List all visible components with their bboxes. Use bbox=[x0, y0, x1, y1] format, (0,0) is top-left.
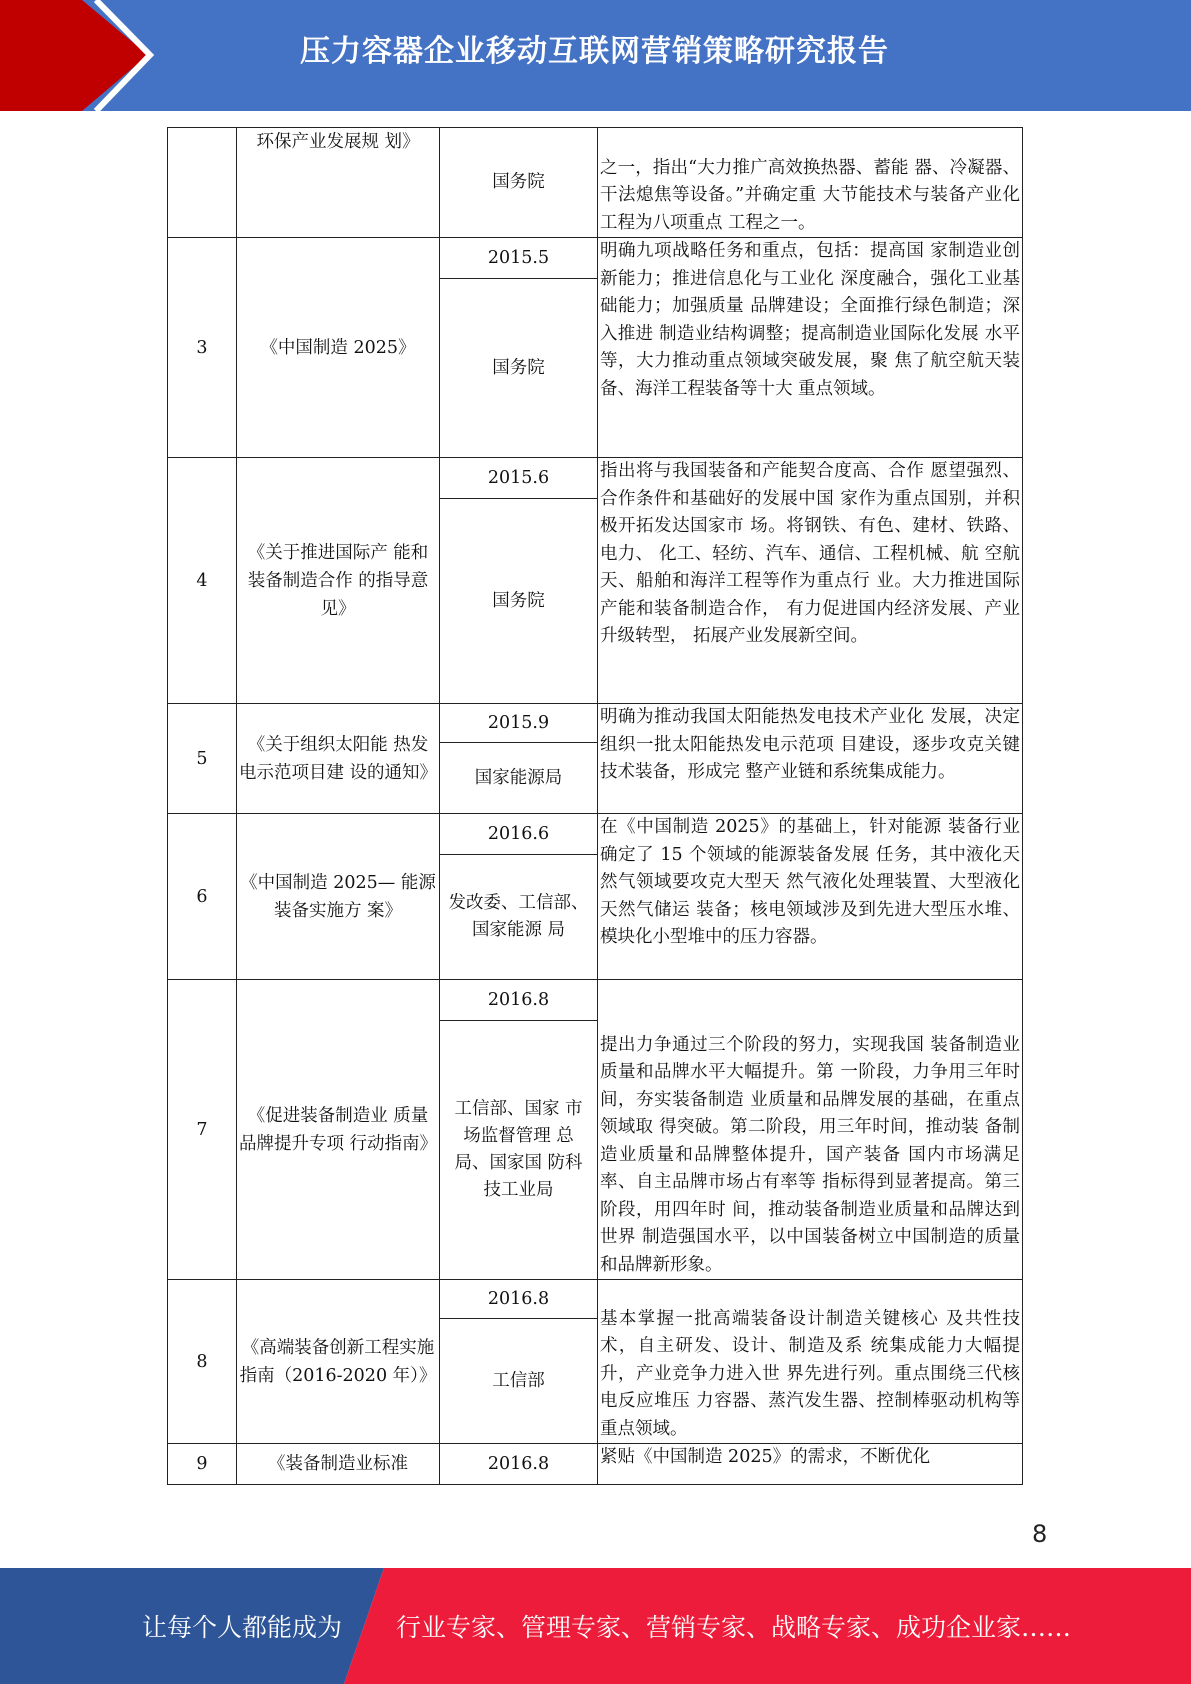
page-footer bbox=[0, 1568, 1191, 1684]
policy-content: 明确九项战略任务和重点，包括：提高国 家制造业创新能力；推进信息化与工业化 深度融合，强化工业基础能力；加强质量 品牌建设；全面推行绿色制造；深入推进 制造业结构调整；提高制造业国际化发展 水平等，大力推动重点领域突破发展，聚 焦了航空航天装备、海洋工程装备等十大 重点领域。 bbox=[598, 238, 1023, 458]
row-number: 5 bbox=[168, 704, 237, 814]
issue-date: 2016.6 bbox=[440, 814, 598, 855]
issue-date: 2015.6 bbox=[440, 458, 598, 499]
issuing-org: 工信部、国家 市场监督管理 总局、国家国 防科技工业局 bbox=[440, 1021, 598, 1280]
row-number: 7 bbox=[168, 980, 237, 1280]
issue-date: 2016.8 bbox=[440, 1280, 598, 1319]
row-number bbox=[168, 128, 237, 238]
row-number: 8 bbox=[168, 1280, 237, 1444]
policy-name: 环保产业发展规 划》 bbox=[237, 128, 440, 238]
policy-content: 指出将与我国装备和产能契合度高、合作 愿望强烈、合作条件和基础好的发展中国 家作为重点国别，并积极开拓发达国家市 场。将钢铁、有色、建材、铁路、电力、 化工、轻纺、汽车、通信、工程机械、航 空航天、船舶和海洋工程等作为重点行 业。大力推进国际产能和装备制造合作， 有力促进国内经济发展、产业升级转型， 拓展产业发展新空间。 bbox=[598, 458, 1023, 704]
issuing-org: 国务院 bbox=[440, 499, 598, 704]
policy-name: 《中国制造 2025— 能源装备实施方 案》 bbox=[237, 814, 440, 980]
policy-content: 之一，指出“大力推广高效换热器、蓄能 器、冷凝器、干法熄焦等设备。”并确定重 大节能技术与装备产业化工程为八项重点 工程之一。 bbox=[598, 128, 1023, 238]
policy-name: 《高端装备创新工程实施指南（2016-2020 年）》 bbox=[237, 1280, 440, 1444]
table-row bbox=[168, 980, 1023, 1021]
footer-slogan-right: 行业专家、管理专家、营销专家、战略专家、成功企业家…… bbox=[396, 1613, 1072, 1642]
table-row bbox=[168, 458, 1023, 499]
issue-date: 2015.5 bbox=[440, 238, 598, 279]
policy-content: 紧贴《中国制造 2025》的需求，不断优化 bbox=[598, 1444, 1023, 1485]
issue-date: 2016.8 bbox=[440, 980, 598, 1021]
policy-name: 《关于组织太阳能 热发电示范项目建 设的通知》 bbox=[237, 704, 440, 814]
issue-date: 2016.8 bbox=[440, 1444, 598, 1485]
policy-content: 基本掌握一批高端装备设计制造关键核心 及共性技术，自主研发、设计、制造及系 统集成能力大幅提升，产业竞争力进入世 界先进行列。重点围绕三代核电反应堆压 力容器、蒸汽发生器、控制棒驱动机构等 重点领域。 bbox=[598, 1280, 1023, 1444]
row-number: 9 bbox=[168, 1444, 237, 1485]
table-row bbox=[168, 128, 1023, 238]
page-number: 8 bbox=[1032, 1520, 1048, 1548]
policy-content: 提出力争通过三个阶段的努力，实现我国 装备制造业质量和品牌水平大幅提升。第 一阶段，力争用三年时间，夯实装备制造 业质量和品牌发展的基础，在重点领域取 得突破。第二阶段，用三年时间，推动装 备制造业质量和品牌整体提升，国产装备 国内市场满足率、自主品牌市场占有率等 指标得到显著提高。第三阶段，用四年时 间，推动装备制造业质量和品牌达到世界 制造强国水平，以中国装备树立中国制造的质量和品牌新形象。 bbox=[598, 980, 1023, 1280]
policy-table bbox=[167, 127, 1023, 1485]
issuing-org: 国家能源局 bbox=[440, 743, 598, 814]
table-row bbox=[168, 1444, 1023, 1485]
issuing-org: 国务院 bbox=[440, 279, 598, 458]
table-row bbox=[168, 1280, 1023, 1319]
policy-content: 明确为推动我国太阳能热发电技术产业化 发展，决定组织一批太阳能热发电示范项 目建设，逐步攻克关键技术装备，形成完 整产业链和系统集成能力。 bbox=[598, 704, 1023, 814]
table-row bbox=[168, 238, 1023, 279]
row-number: 6 bbox=[168, 814, 237, 980]
policy-name: 《中国制造 2025》 bbox=[237, 238, 440, 458]
report-title: 压力容器企业移动互联网营销策略研究报告 bbox=[300, 34, 889, 69]
row-number: 3 bbox=[168, 238, 237, 458]
issuing-org: 国务院 bbox=[440, 128, 598, 238]
issuing-org: 发改委、工信部、国家能源 局 bbox=[440, 855, 598, 980]
policy-name: 《装备制造业标准 bbox=[237, 1444, 440, 1485]
issuing-org: 工信部 bbox=[440, 1319, 598, 1444]
header-arrow-decoration bbox=[0, 0, 300, 111]
footer-slogan-left: 让每个人都能成为 bbox=[142, 1613, 343, 1642]
page-header bbox=[0, 0, 1191, 111]
policy-content: 在《中国制造 2025》的基础上，针对能源 装备行业确定了 15 个领域的能源装备发展 任务，其中液化天然气领域要攻克大型天 然气液化处理装置、大型液化天然气储运 装备；核电领域涉及到先进大型压水堆、 模块化小型堆中的压力容器。 bbox=[598, 814, 1023, 980]
issue-date: 2015.9 bbox=[440, 704, 598, 743]
table-row bbox=[168, 704, 1023, 743]
table-row bbox=[168, 814, 1023, 855]
row-number: 4 bbox=[168, 458, 237, 704]
policy-name: 《关于推进国际产 能和装备制造合作 的指导意见》 bbox=[237, 458, 440, 704]
policy-name: 《促进装备制造业 质量品牌提升专项 行动指南》 bbox=[237, 980, 440, 1280]
